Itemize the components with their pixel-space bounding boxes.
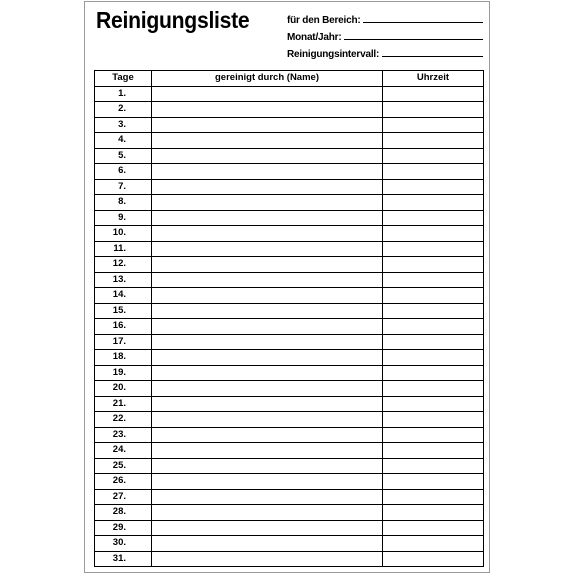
time-cell[interactable] [383,412,484,428]
table-row [95,195,484,211]
day-number: 28. [95,505,152,521]
field-area-label: für den Bereich: [287,15,361,26]
field-interval [287,43,483,60]
column-header-time: Uhrzeit [383,71,484,87]
field-area [287,9,483,26]
table-row [95,241,484,257]
table-row [95,148,484,164]
table-row [95,226,484,242]
table-row [95,288,484,304]
day-number: 5. [95,148,152,164]
cleaned-by-cell[interactable] [152,148,383,164]
time-cell[interactable] [383,551,484,567]
day-number: 3. [95,117,152,133]
day-number: 4. [95,133,152,149]
day-number: 27. [95,489,152,505]
cleaned-by-cell[interactable] [152,427,383,443]
cleaned-by-cell[interactable] [152,334,383,350]
column-header-days: Tage [95,71,152,87]
day-number: 31. [95,551,152,567]
table-row [95,210,484,226]
day-number: 25. [95,458,152,474]
field-interval-label: Reinigungsintervall: [287,49,380,60]
table-row [95,319,484,335]
table-row [95,427,484,443]
time-cell[interactable] [383,117,484,133]
cleaned-by-cell[interactable] [152,520,383,536]
cleaned-by-cell[interactable] [152,288,383,304]
cleaned-by-cell[interactable] [152,365,383,381]
time-cell[interactable] [383,164,484,180]
day-number: 26. [95,474,152,490]
table-row [95,164,484,180]
time-cell[interactable] [383,102,484,118]
time-cell[interactable] [383,303,484,319]
cleaned-by-cell[interactable] [152,102,383,118]
cleaned-by-cell[interactable] [152,117,383,133]
day-number: 17. [95,334,152,350]
day-number: 21. [95,396,152,412]
cleaned-by-cell[interactable] [152,350,383,366]
field-month-year [287,26,483,43]
field-interval-line[interactable] [382,56,483,57]
time-cell[interactable] [383,272,484,288]
table-row [95,179,484,195]
time-cell[interactable] [383,226,484,242]
table-row [95,412,484,428]
cleaned-by-cell[interactable] [152,241,383,257]
cleaned-by-cell[interactable] [152,226,383,242]
cleaned-by-cell[interactable] [152,195,383,211]
day-number: 2. [95,102,152,118]
header-fields [287,9,483,60]
table-row [95,133,484,149]
cleaned-by-cell[interactable] [152,133,383,149]
day-number: 22. [95,412,152,428]
day-number: 18. [95,350,152,366]
table-row [95,350,484,366]
day-number: 19. [95,365,152,381]
day-number: 9. [95,210,152,226]
table-row [95,272,484,288]
day-number: 7. [95,179,152,195]
cleaned-by-cell[interactable] [152,505,383,521]
cleaned-by-cell[interactable] [152,443,383,459]
table-row [95,334,484,350]
time-cell[interactable] [383,520,484,536]
day-number: 15. [95,303,152,319]
cleaned-by-cell[interactable] [152,489,383,505]
table-row [95,458,484,474]
day-number: 13. [95,272,152,288]
table-row [95,474,484,490]
table-row [95,257,484,273]
table-row [95,381,484,397]
day-number: 20. [95,381,152,397]
cleaned-by-cell[interactable] [152,458,383,474]
time-cell[interactable] [383,365,484,381]
day-number: 10. [95,226,152,242]
cleaned-by-cell[interactable] [152,164,383,180]
table-row [95,489,484,505]
time-cell[interactable] [383,86,484,102]
day-number: 12. [95,257,152,273]
day-number: 23. [95,427,152,443]
time-cell[interactable] [383,396,484,412]
cleaned-by-cell[interactable] [152,210,383,226]
day-number: 6. [95,164,152,180]
table-row [95,396,484,412]
cleaned-by-cell[interactable] [152,319,383,335]
table-row [95,102,484,118]
time-cell[interactable] [383,443,484,459]
time-cell[interactable] [383,241,484,257]
cleaned-by-cell[interactable] [152,179,383,195]
table-row [95,86,484,102]
column-header-cleaned-by: gereinigt durch (Name) [152,71,383,87]
table-row [95,303,484,319]
time-cell[interactable] [383,319,484,335]
time-cell[interactable] [383,210,484,226]
time-cell[interactable] [383,458,484,474]
field-month-year-label: Monat/Jahr: [287,32,342,43]
time-cell[interactable] [383,288,484,304]
table-row [95,443,484,459]
time-cell[interactable] [383,505,484,521]
day-number: 16. [95,319,152,335]
time-cell[interactable] [383,133,484,149]
time-cell[interactable] [383,195,484,211]
table-row [95,551,484,567]
field-month-year-line[interactable] [344,39,483,40]
cleaned-by-cell[interactable] [152,412,383,428]
day-number: 8. [95,195,152,211]
cleaned-by-cell[interactable] [152,551,383,567]
day-number: 24. [95,443,152,459]
table-row [95,536,484,552]
time-cell[interactable] [383,334,484,350]
cleaned-by-cell[interactable] [152,257,383,273]
table-header-row [95,71,484,87]
day-number: 1. [95,86,152,102]
cleaned-by-cell[interactable] [152,396,383,412]
cleaned-by-cell[interactable] [152,474,383,490]
cleaned-by-cell[interactable] [152,536,383,552]
time-cell[interactable] [383,536,484,552]
table-row [95,520,484,536]
time-cell[interactable] [383,350,484,366]
field-area-line[interactable] [363,22,483,23]
time-cell[interactable] [383,474,484,490]
time-cell[interactable] [383,489,484,505]
day-number: 30. [95,536,152,552]
time-cell[interactable] [383,427,484,443]
day-number: 14. [95,288,152,304]
document-title: Reinigungsliste [96,7,250,33]
time-cell[interactable] [383,179,484,195]
table-row [95,117,484,133]
table-row [95,505,484,521]
cleaned-by-cell[interactable] [152,86,383,102]
day-number: 11. [95,241,152,257]
time-cell[interactable] [383,257,484,273]
cleaned-by-cell[interactable] [152,303,383,319]
time-cell[interactable] [383,148,484,164]
day-number: 29. [95,520,152,536]
cleaning-table [94,70,484,567]
time-cell[interactable] [383,381,484,397]
cleaned-by-cell[interactable] [152,381,383,397]
table-row [95,365,484,381]
cleaned-by-cell[interactable] [152,272,383,288]
